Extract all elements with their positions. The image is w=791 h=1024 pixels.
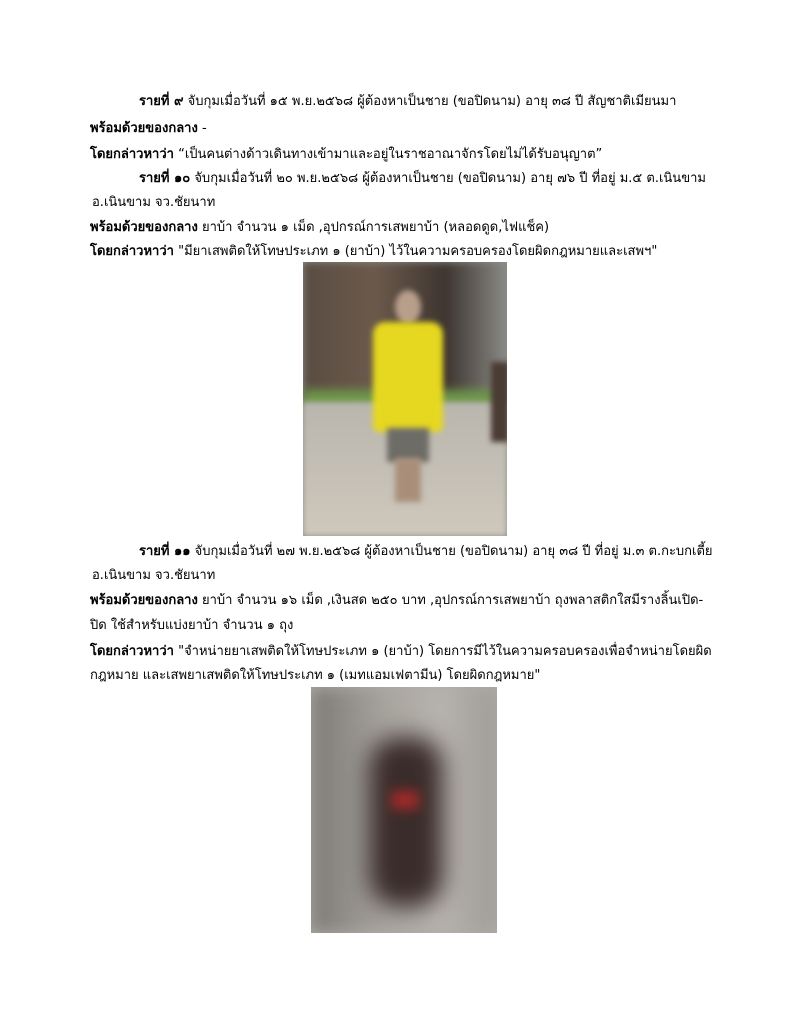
case9-charge: [90, 146, 602, 164]
case11-charge-text2: กฎหมาย และเสพยาเสพติดให้โทษประเภท ๑ (เมทแอมเฟตามีน) โดยผิดกฎหมาย": [90, 668, 541, 683]
case11-line2: [92, 567, 215, 585]
case11-charge-cont: [90, 667, 540, 685]
case10-address: อ.เนินขาม จว.ชัยนาท: [92, 195, 216, 210]
case9-charge-text: “เป็นคนต่างด้าวเดินทางเข้ามาและอยู่ในราชอาณาจักรโดยไม่ได้รับอนุญาต”: [173, 147, 603, 162]
case10-line1: [139, 170, 706, 188]
case11-address: อ.เนินขาม จว.ชัยนาท: [92, 568, 216, 583]
case9-evidence: [90, 120, 207, 138]
case9-charge-label: โดยกล่าวหาว่า: [90, 147, 174, 162]
case11-label: รายที่ ๑๑: [139, 544, 191, 559]
case10-line2: [92, 194, 215, 212]
case10-evidence-text: ยาบ้า จำนวน ๑ เม็ด ,อุปกรณ์การเสพยาบ้า (หลอดดูด,ไฟแช็ค): [197, 220, 550, 235]
case9-evidence-text: -: [197, 121, 207, 136]
case11-evidence-label: พร้อมด้วยของกลาง: [90, 593, 198, 608]
case10-evidence-label: พร้อมด้วยของกลาง: [90, 220, 198, 235]
case9-line1: [139, 93, 676, 111]
case9-label: รายที่ ๙: [139, 94, 184, 109]
suspect-photo-case11: [311, 687, 497, 933]
case10-charge-label: โดยกล่าวหาว่า: [90, 244, 174, 259]
case11-evidence: [90, 592, 703, 610]
case11-charge: [90, 643, 712, 661]
case9-evidence-label: พร้อมด้วยของกลาง: [90, 121, 198, 136]
suspect-photo-case10: [303, 262, 507, 536]
case10-label: รายที่ ๑๐: [139, 171, 191, 186]
case11-line1: [139, 543, 713, 561]
case9-arrest-text: จับกุมเมื่อวันที่ ๑๕ พ.ย.๒๕๖๘ ผู้ต้องหาเป็นชาย (ขอปิดนาม) อายุ ๓๘ ปี สัญชาติเมียนมา: [183, 94, 677, 109]
case11-arrest-text: จับกุมเมื่อวันที่ ๒๗ พ.ย.๒๕๖๘ ผู้ต้องหาเป็นชาย (ขอปิดนาม) อายุ ๓๘ ปี ที่อยู่ ม.๓ ต.กะบกเตี้ย: [190, 544, 713, 559]
case10-arrest-text: จับกุมเมื่อวันที่ ๒๐ พ.ย.๒๕๖๘ ผู้ต้องหาเป็นชาย (ขอปิดนาม) อายุ ๗๖ ปี ที่อยู่ ม.๕ ต.เนินขาม: [190, 171, 706, 186]
case11-evidence-cont: [90, 617, 293, 635]
case11-evidence-text2: ปิด ใช้สำหรับแบ่งยาบ้า จำนวน ๑ ถุง: [90, 618, 294, 633]
case10-charge: [90, 243, 657, 261]
case11-evidence-text: ยาบ้า จำนวน ๑๖ เม็ด ,เงินสด ๒๕๐ บาท ,อุปกรณ์การเสพยาบ้า ถุงพลาสติกใสมีรางลิ้นเปิด-: [197, 593, 704, 608]
case10-evidence: [90, 219, 549, 237]
case10-charge-text: "มียาเสพติดให้โทษประเภท ๑ (ยาบ้า) ไว้ในความครอบครองโดยผิดกฎหมายและเสพฯ": [173, 244, 658, 259]
case11-charge-label: โดยกล่าวหาว่า: [90, 644, 174, 659]
case11-charge-text: "จำหน่ายยาเสพติดให้โทษประเภท ๑ (ยาบ้า) โดยการมีไว้ในความครอบครองเพื่อจำหน่ายโดยผิด: [173, 644, 712, 659]
